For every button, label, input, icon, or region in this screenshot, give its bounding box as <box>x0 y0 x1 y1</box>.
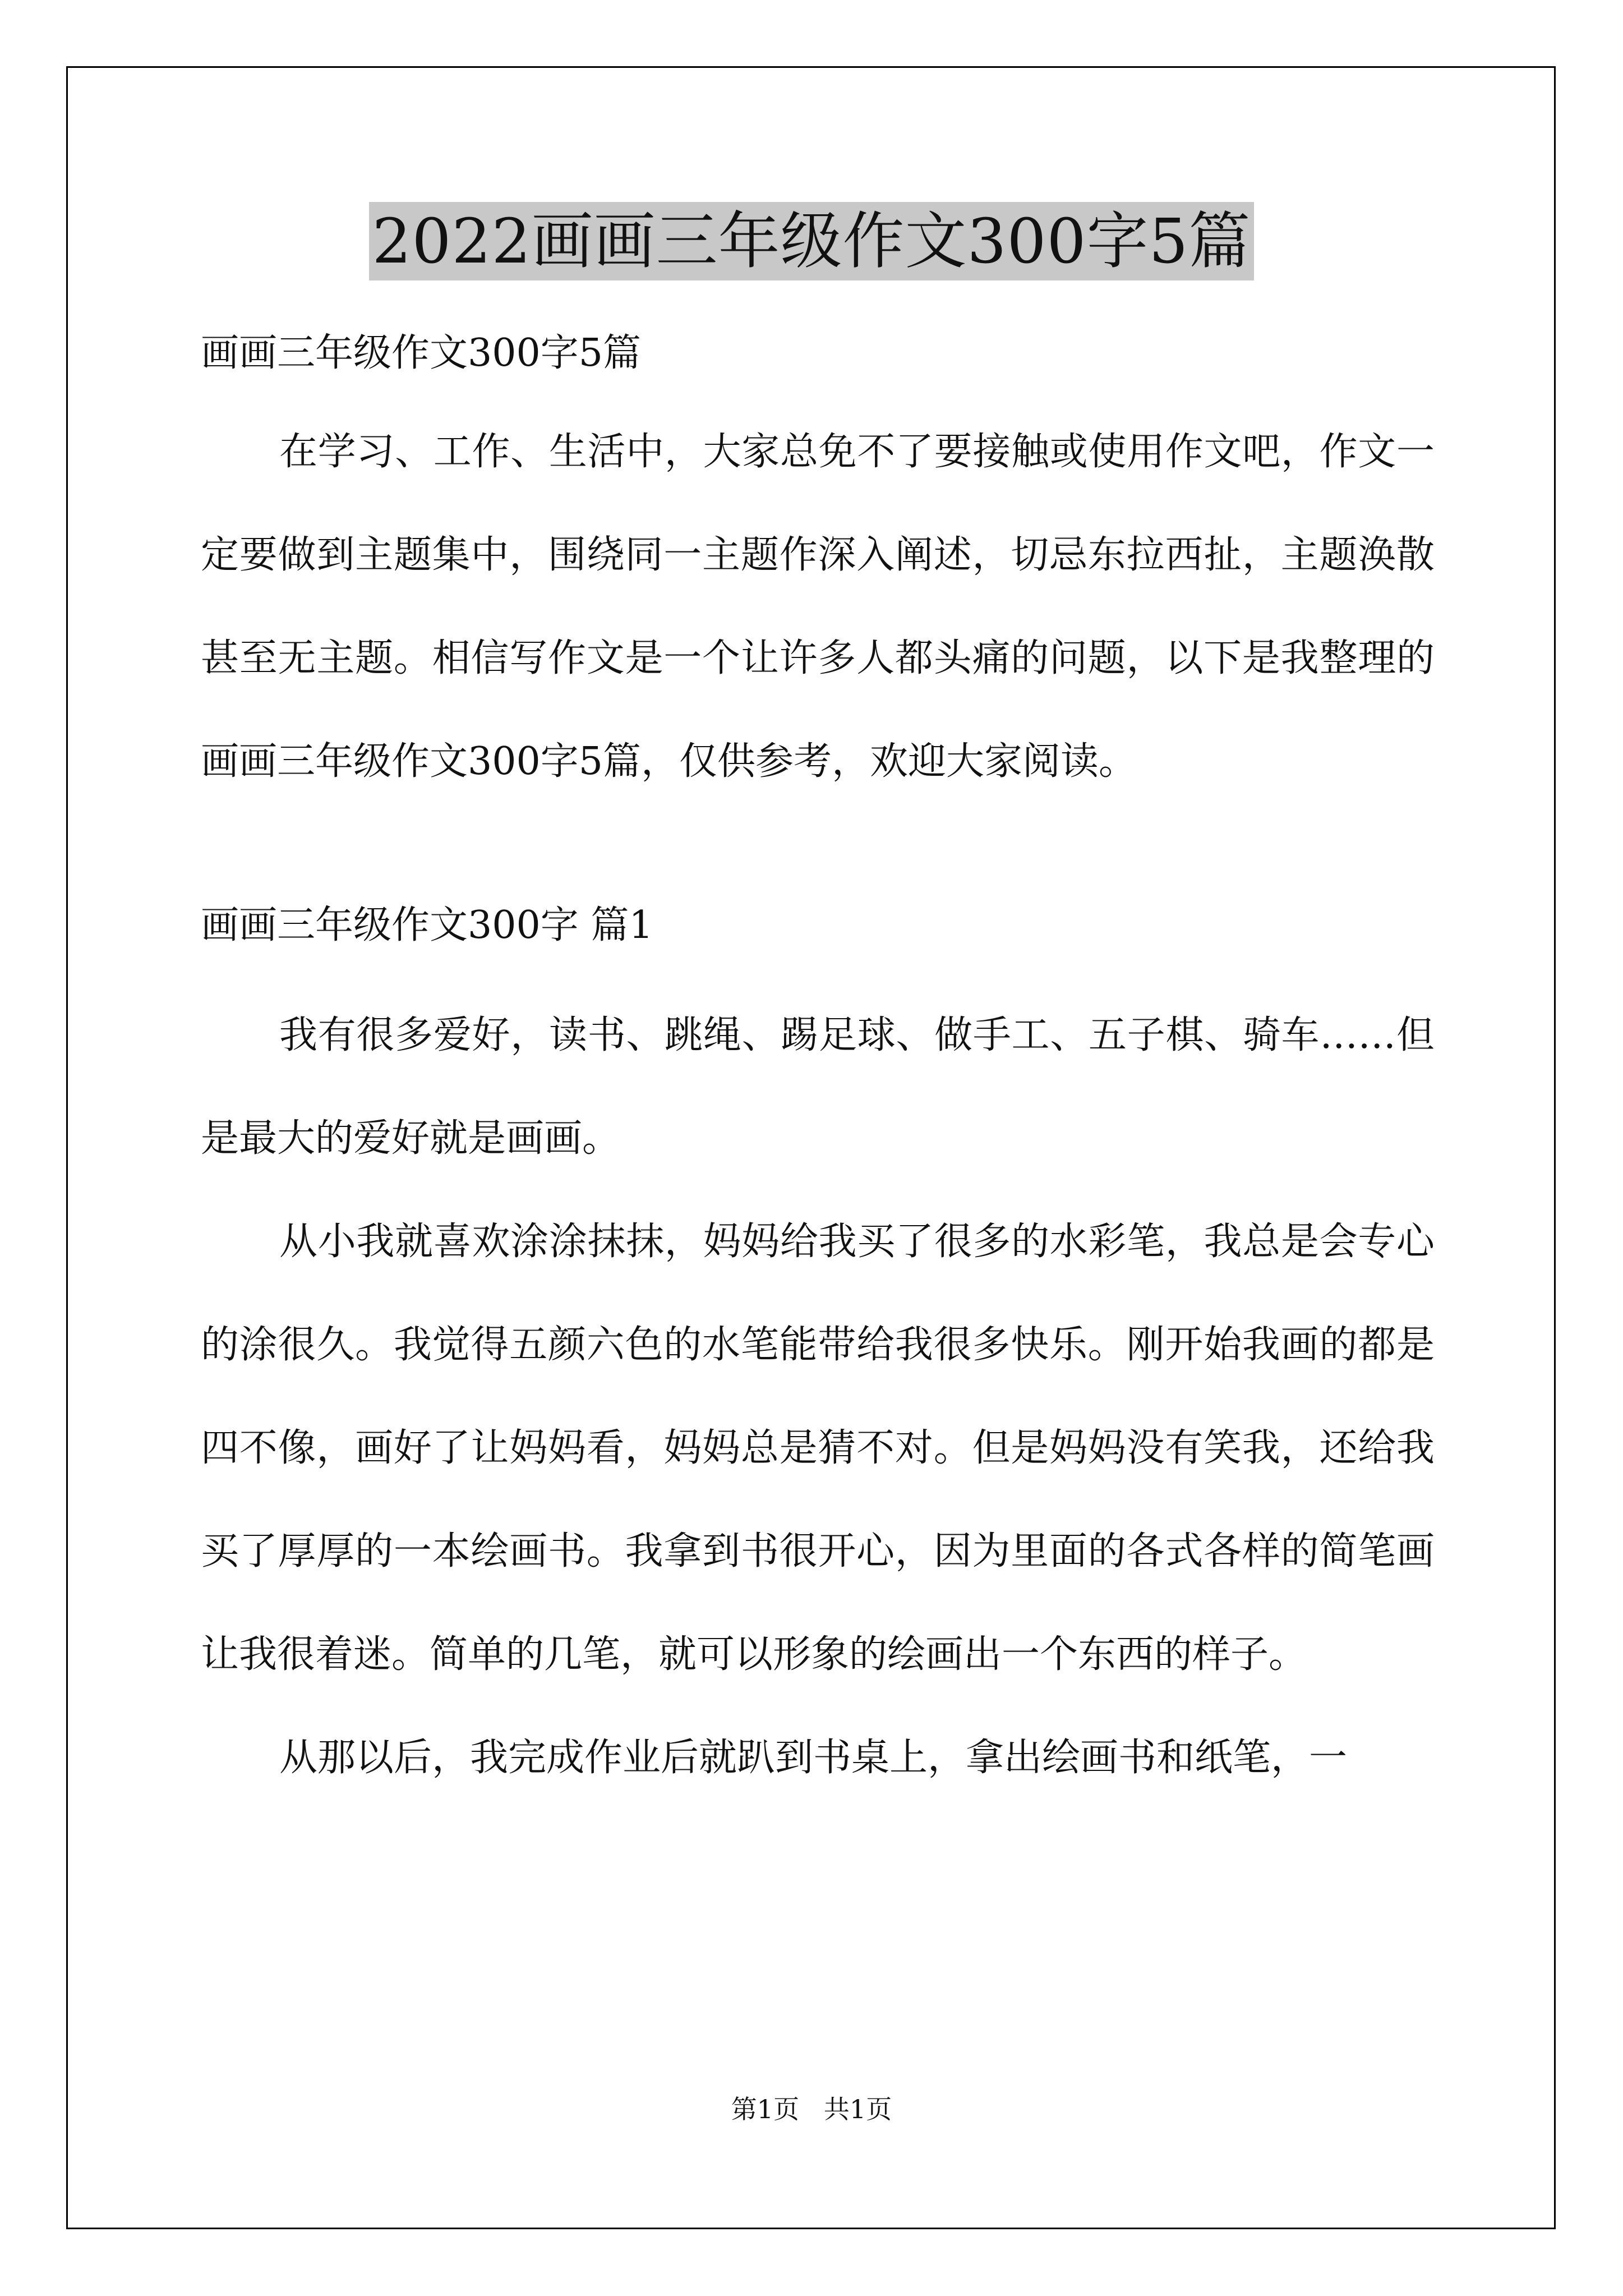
page-footer: 第1页 共1页 <box>731 2094 892 2124</box>
intro-paragraph: 在学习、工作、生活中，大家总免不了要接触或使用作文吧，作文一定要做到主题集中，围绕同一主题作深入阐述，切忌东拉西扯，主题涣散甚至无主题。相信写作文是一个让许多人都头痛的问题，以下是我整理的画画三年级作文300字5篇，仅供参考，欢迎大家阅读。 <box>201 430 1435 784</box>
body-paragraph: 从那以后，我完成作业后就趴到书桌上，拿出绘画书和纸笔，一 <box>279 1736 1348 1780</box>
document-title: 2022画画三年级作文300字5篇 <box>369 202 1255 280</box>
body-paragraph: 从小我就喜欢涂涂抹抹，妈妈给我买了很多的水彩笔，我总是会专心的涂很久。我觉得五颜六色的水笔能带给我很多快乐。刚开始我画的都是四不像，画好了让妈妈看，妈妈总是猜不对。但是妈妈没有笑我，还给我买了厚厚的一本绘画书。我拿到书很开心，因为里面的各式各样的简笔画让我很着迷。简单的几笔，就可以形象的绘画出一个东西的样子。 <box>201 1220 1435 1677</box>
body-paragraph: 我有很多爱好，读书、跳绳、踢足球、做手工、五子棋、骑车……但是最大的爱好就是画画。 <box>201 1013 1435 1161</box>
title-container <box>0 202 1623 280</box>
section-heading: 画画三年级作文300字 篇1 <box>201 903 653 947</box>
document-body <box>201 320 1435 1810</box>
document-subtitle: 画画三年级作文300字5篇 <box>201 331 642 375</box>
